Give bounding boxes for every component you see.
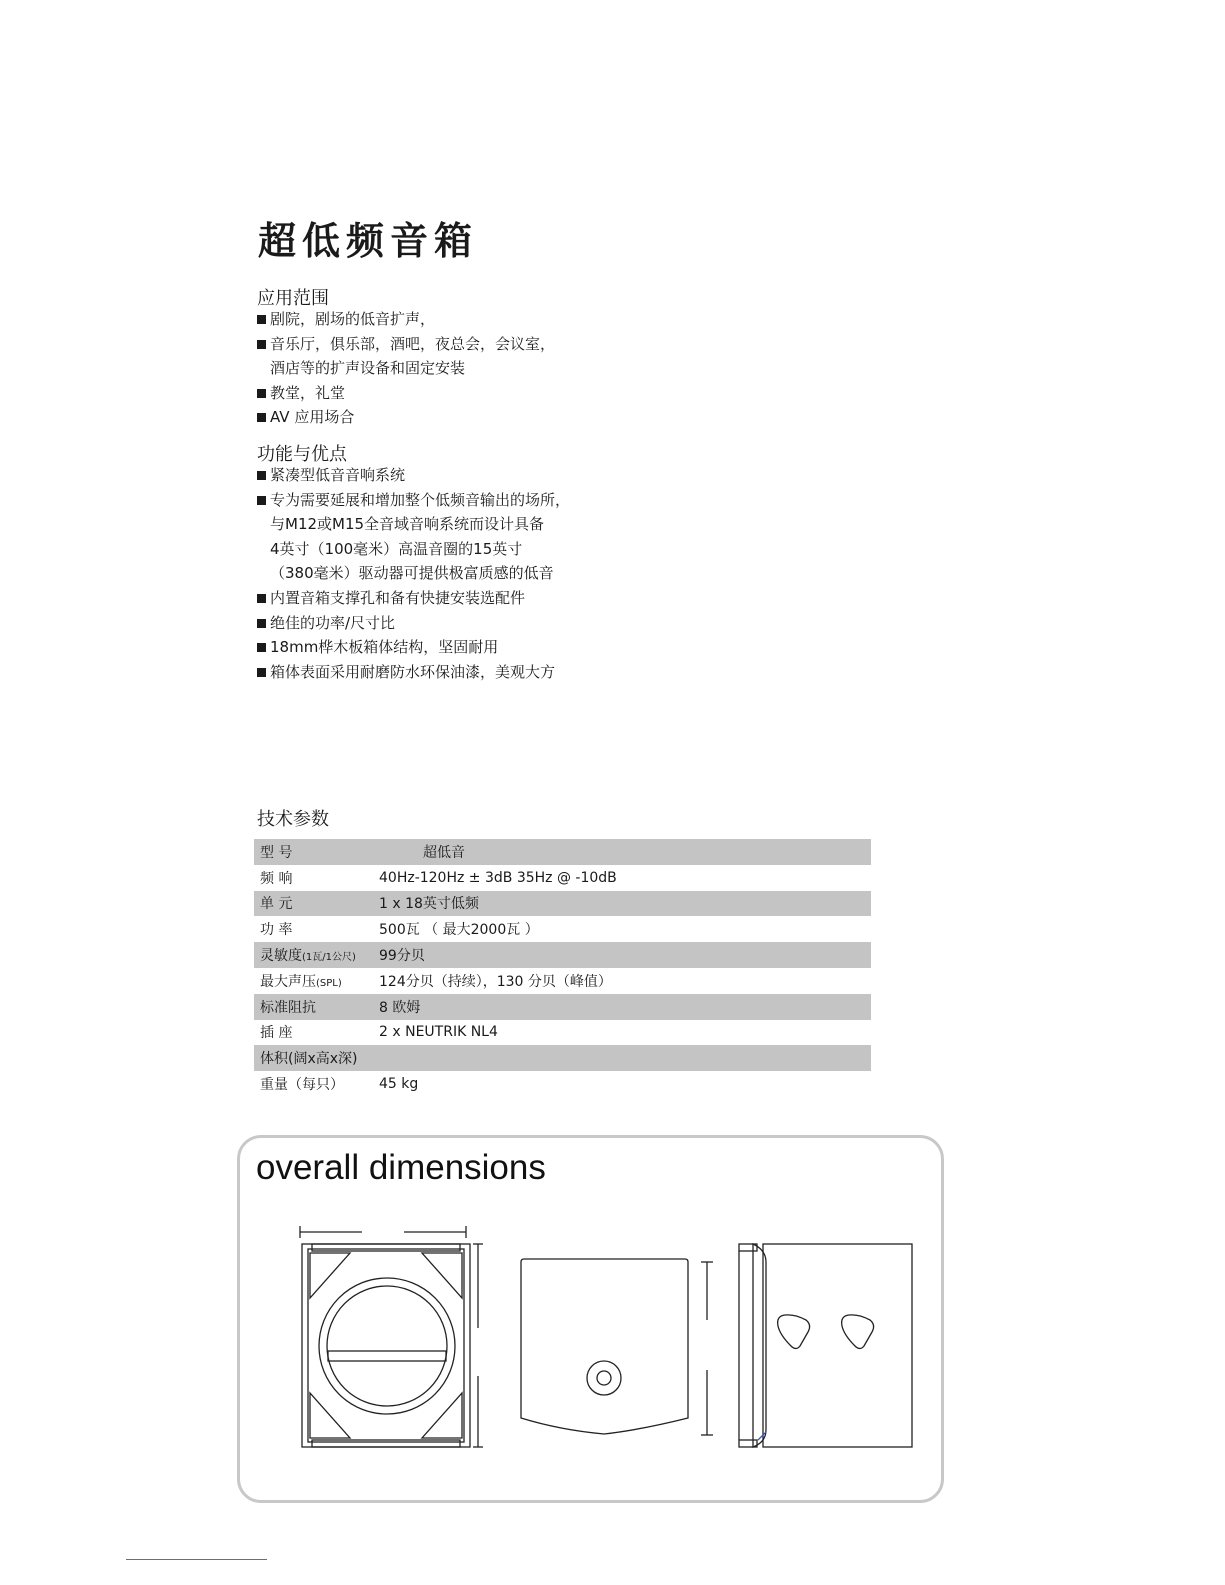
list-item-text: 音乐厅，俱乐部，酒吧，夜总会，会议室， bbox=[270, 334, 556, 353]
list-item-text: 酒店等的扩声设备和固定安装 bbox=[270, 359, 466, 378]
list-item-text: （380毫米）驱动器可提供极富质感的低音 bbox=[270, 564, 554, 583]
list-item-text: 紧凑型低音音响系统 bbox=[270, 466, 406, 484]
specs-heading: 技术参数 bbox=[257, 809, 329, 830]
spec-value: 124分贝（持续），130 分贝（峰值） bbox=[379, 973, 612, 990]
spec-label-text: 单 元 bbox=[260, 896, 293, 913]
spec-label-text: 频 响 bbox=[260, 870, 293, 887]
side-view bbox=[739, 1244, 912, 1447]
spec-label-text: 功 率 bbox=[260, 922, 293, 939]
application-heading: 应用范围 bbox=[257, 288, 329, 309]
list-item-text: 与M12或M15全音域音响系统而设计具备 bbox=[270, 515, 545, 534]
list-item-text: 剧院，剧场的低音扩声， bbox=[270, 310, 436, 328]
dimensions-heading: overall dimensions bbox=[256, 1148, 546, 1187]
spec-label-note: (SPL) bbox=[316, 977, 342, 989]
list-item-text: 箱体表面采用耐磨防水环保油漆，美观大方 bbox=[270, 662, 556, 681]
spec-label-text: 重量（每只） bbox=[260, 1077, 344, 1094]
spec-label-text: 灵敏度 bbox=[260, 948, 302, 965]
page-title: 超低频音箱 bbox=[258, 219, 479, 263]
features-heading: 功能与优点 bbox=[257, 444, 347, 465]
spec-label-note: (1瓦/1公尺) bbox=[302, 952, 356, 964]
top-view bbox=[521, 1259, 713, 1435]
list-item-text: 教堂，礼堂 bbox=[270, 383, 346, 402]
spec-value: 2 x NEUTRIK NL4 bbox=[379, 1024, 498, 1041]
list-item-text: 绝佳的功率/尺寸比 bbox=[270, 613, 396, 632]
spec-label-text: 型 号 bbox=[260, 844, 293, 861]
spec-value: 40Hz-120Hz ± 3dB 35Hz @ -10dB bbox=[379, 869, 617, 886]
spec-value: 1 x 18英寸低频 bbox=[373, 891, 871, 917]
footer-divider bbox=[126, 1559, 267, 1560]
spec-value: 99分贝 bbox=[373, 942, 871, 968]
list-item-text: 专为需要延展和增加整个低频音输出的场所， bbox=[270, 490, 571, 509]
list-item-text: 4英寸（100毫米）高温音圈的15英寸 bbox=[270, 539, 523, 558]
spec-value: 500瓦 （ 最大2000瓦 ） bbox=[379, 922, 539, 939]
front-view bbox=[300, 1226, 483, 1447]
spec-value: 45 kg bbox=[379, 1076, 419, 1093]
left-handle-icon bbox=[778, 1315, 810, 1349]
list-item-text: 内置音箱支撑孔和备有快捷安装选配件 bbox=[270, 588, 526, 607]
spec-label-text: 最大声压 bbox=[260, 973, 316, 990]
right-handle-icon bbox=[842, 1315, 874, 1349]
spec-value: 超低音 bbox=[373, 839, 871, 865]
spec-label-text: 插 座 bbox=[260, 1025, 293, 1042]
list-item-text: AV 应用场合 bbox=[270, 408, 355, 427]
spec-label-text: 标准阻抗 bbox=[260, 999, 316, 1016]
spec-label-text: 体积(阔x高x深) bbox=[260, 1051, 358, 1068]
spec-value: 8 欧姆 bbox=[373, 994, 871, 1020]
list-item-text: 18mm桦木板箱体结构，坚固耐用 bbox=[270, 638, 499, 657]
